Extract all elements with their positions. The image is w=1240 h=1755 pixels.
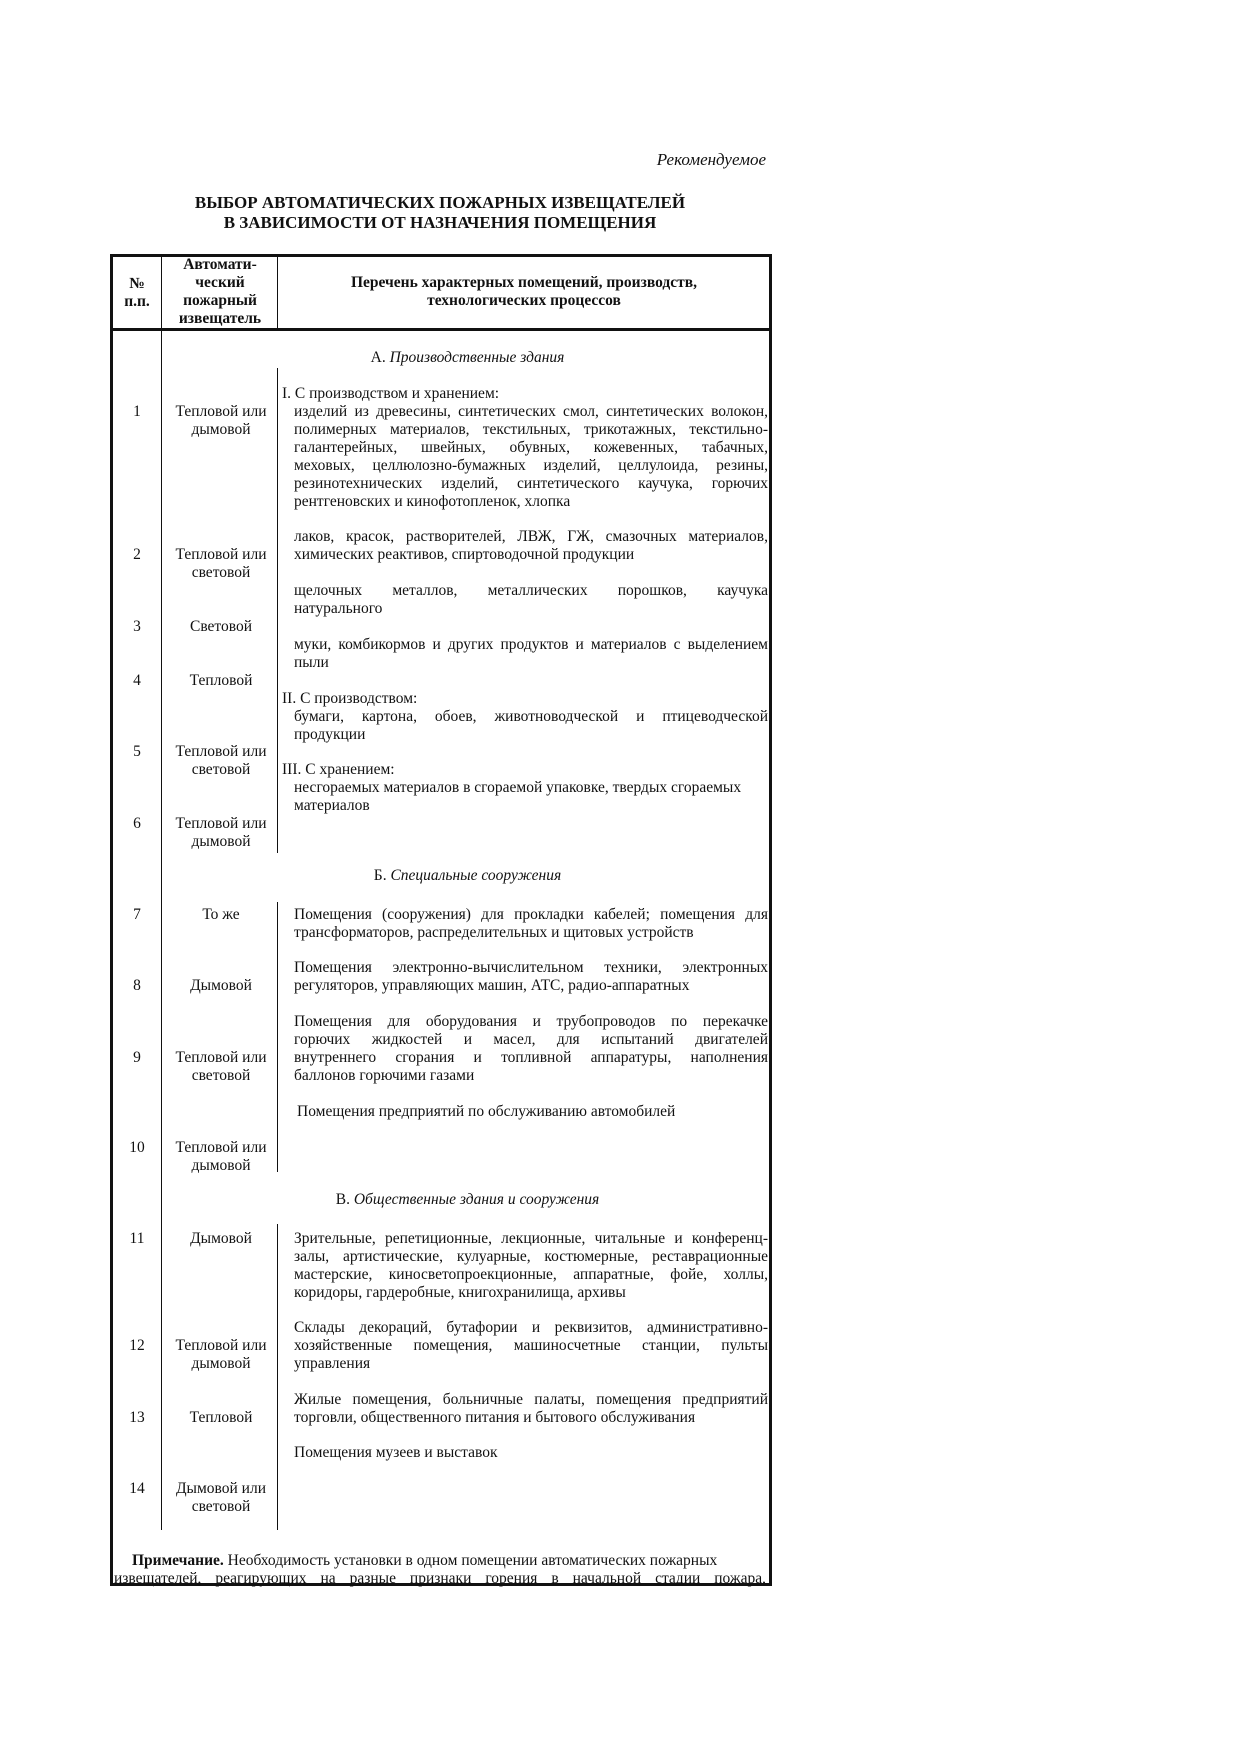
section-a-title: А. Производственные здания [370,349,565,366]
desc-9-line-2: горючих жидкостей и масел, для испытаний двигателей [294,1031,768,1048]
header-num-1: № [129,275,145,292]
row-detector-12b: дымовой [191,1355,251,1372]
page-title-line-2: В ЗАВИСИМОСТИ ОТ НАЗНАЧЕНИЯ ПОМЕЩЕНИЯ [223,213,657,232]
row-num-3: 3 [133,618,141,635]
desc-9-line-1: Помещения для оборудования и трубопроводов по перекачке [294,1013,768,1030]
desc-4-line-2: пыли [294,654,329,671]
row-detector-3: Световой [189,618,253,635]
row-num-5: 5 [133,743,141,760]
row-detector-7: То же [202,906,240,923]
subheading-production: II. С производством: [282,690,418,707]
header-list-1: Перечень характерных помещений, производств, [351,274,697,291]
desc-5-line-1: бумаги, картона, обоев, животноводческой и птицеводческой [294,708,768,725]
row-detector-6a: Тепловой или [175,815,267,832]
desc-12-line-1: Склады декораций, бутафории и реквизитов, административно- [294,1319,768,1336]
row-detector-2b: световой [191,564,251,581]
header-col-divider-2 [277,256,278,329]
row-detector-12a: Тепловой или [175,1337,267,1354]
desc-14-line-1: Помещения музеев и выставок [294,1444,498,1461]
desc-11-line-4: коридоры, гардеробные, книгохранилища, архивы [294,1284,626,1301]
header-divider [110,328,772,331]
row-num-1: 1 [133,403,141,420]
note-line-2: извещателей, реагирующих на разные признаки горения в начальной стадии пожара, [114,1570,766,1587]
row-num-8: 8 [133,977,141,994]
desc-13-line-2: торговли, общественного питания и бытового обслуживания [294,1409,696,1426]
desc-1-line-1: изделий из древесины, синтетических смол, синтетических волокон, [294,403,768,420]
desc-7-line-1: Помещения (сооружения) для прокладки кабелей; помещения для [294,906,768,923]
desc-11-line-3: мастерские, киносветопроекционные, аппаратные, фойе, холлы, [294,1266,768,1283]
desc-6-line-2: материалов [294,797,370,814]
desc-1-line-5: резинотехнических изделий, синтетического каучука, горючих [294,475,768,492]
page-title-line-1: ВЫБОР АВТОМАТИЧЕСКИХ ПОЖАРНЫХ ИЗВЕЩАТЕЛЕЙ [194,193,686,212]
row-detector-10a: Тепловой или [175,1139,267,1156]
row-detector-9b: световой [191,1067,251,1084]
desc-3-line-2: натурального [294,600,383,617]
desc-13-line-1: Жилые помещения, больничные палаты, помещения предприятий [294,1391,768,1408]
header-detector-3: пожарный [183,292,257,309]
row-detector-1a: Тепловой или [175,403,267,420]
row-num-4: 4 [133,672,141,689]
header-num-2: п.п. [124,293,150,310]
row-num-2: 2 [133,546,141,563]
subheading-storage: III. С хранением: [282,761,395,778]
row-detector-13: Тепловой [189,1409,253,1426]
col-divider-2-a [277,368,278,853]
row-num-6: 6 [133,815,141,832]
desc-12-line-3: управления [294,1355,371,1372]
recommended-label: Рекомендуемое [656,150,766,169]
note-line-1 [132,1552,717,1570]
desc-8-line-1: Помещения электронно-вычислительном техники, электронных [294,959,768,976]
section-b-title: Б. Специальные сооружения [373,867,562,884]
desc-5-line-2: продукции [294,726,366,743]
row-num-12: 12 [129,1337,145,1354]
header-detector-2: ческий [195,274,245,291]
row-num-7: 7 [133,906,141,923]
row-detector-5b: световой [191,761,251,778]
row-detector-11: Дымовой [190,1230,252,1247]
col-divider-2-b [277,902,278,1172]
row-detector-9a: Тепловой или [175,1049,267,1066]
desc-11-line-1: Зрительные, репетиционные, лекционные, читальные и конференц- [294,1230,768,1247]
desc-9-line-4: баллонов горючими газами [294,1067,475,1084]
row-detector-1b: дымовой [191,421,251,438]
row-detector-8: Дымовой [190,977,252,994]
section-v-title: В. Общественные здания и сооружения [335,1191,600,1208]
row-detector-14a: Дымовой или [175,1480,266,1497]
header-detector-1: Автомати- [183,256,257,273]
desc-10-line-1: Помещения предприятий по обслуживанию автомобилей [297,1103,676,1120]
note-label: Примечание. [132,1552,224,1569]
note-text-1: Необходимость установки в одном помещении автоматических пожарных [223,1552,718,1569]
desc-2-line-1: лаков, красок, растворителей, ЛВЖ, ГЖ, смазочных материалов, [294,528,768,545]
desc-1-line-3: галантерейных, швейных, обувных, кожевенных, табачных, [294,439,768,456]
row-num-14: 14 [129,1480,145,1497]
header-detector-4: извещатель [178,310,262,327]
desc-1-line-4: меховых, целлюлозно-бумажных изделий, целлулоида, резины, [294,457,768,474]
row-detector-6b: дымовой [191,833,251,850]
desc-6-line-1: несгораемых материалов в сгораемой упаковке, твердых сгораемых [294,779,742,796]
desc-12-line-2: хозяйственные помещения, машиносчетные станции, пульты [294,1337,768,1354]
desc-1-line-6: рентгеновских и кинофотопленок, хлопка [294,493,571,510]
row-detector-5a: Тепловой или [175,743,267,760]
row-num-9: 9 [133,1049,141,1066]
row-detector-14b: световой [191,1498,251,1515]
desc-11-line-2: залы, артистические, кулуарные, костюмерные, реставрационные [294,1248,768,1265]
desc-1-line-2: полимерных материалов, текстильных, трикотажных, текстильно- [294,421,768,438]
desc-7-line-2: трансформаторов, распределительных и щитовых устройств [294,924,694,941]
desc-9-line-3: внутреннего сгорания и топливной аппаратуры, наполнения [294,1049,768,1066]
row-detector-10b: дымовой [191,1157,251,1174]
desc-2-line-2: химических реактивов, спиртоводочной продукции [294,546,635,563]
row-num-10: 10 [129,1139,145,1156]
subheading-production-storage: I. С производством и хранением: [282,385,500,402]
row-detector-2a: Тепловой или [175,546,267,563]
header-list-2: технологических процессов [427,292,621,309]
desc-8-line-2: регуляторов, управляющих машин, АТС, радио-аппаратных [294,977,690,994]
row-num-11: 11 [129,1230,145,1247]
desc-4-line-1: муки, комбикормов и других продуктов и материалов с выделением [294,636,768,653]
table-border-right [769,254,772,1586]
desc-3-line-1: щелочных металлов, металлических порошков, каучука [294,582,768,599]
row-detector-4: Тепловой [189,672,253,689]
row-num-13: 13 [129,1409,145,1426]
